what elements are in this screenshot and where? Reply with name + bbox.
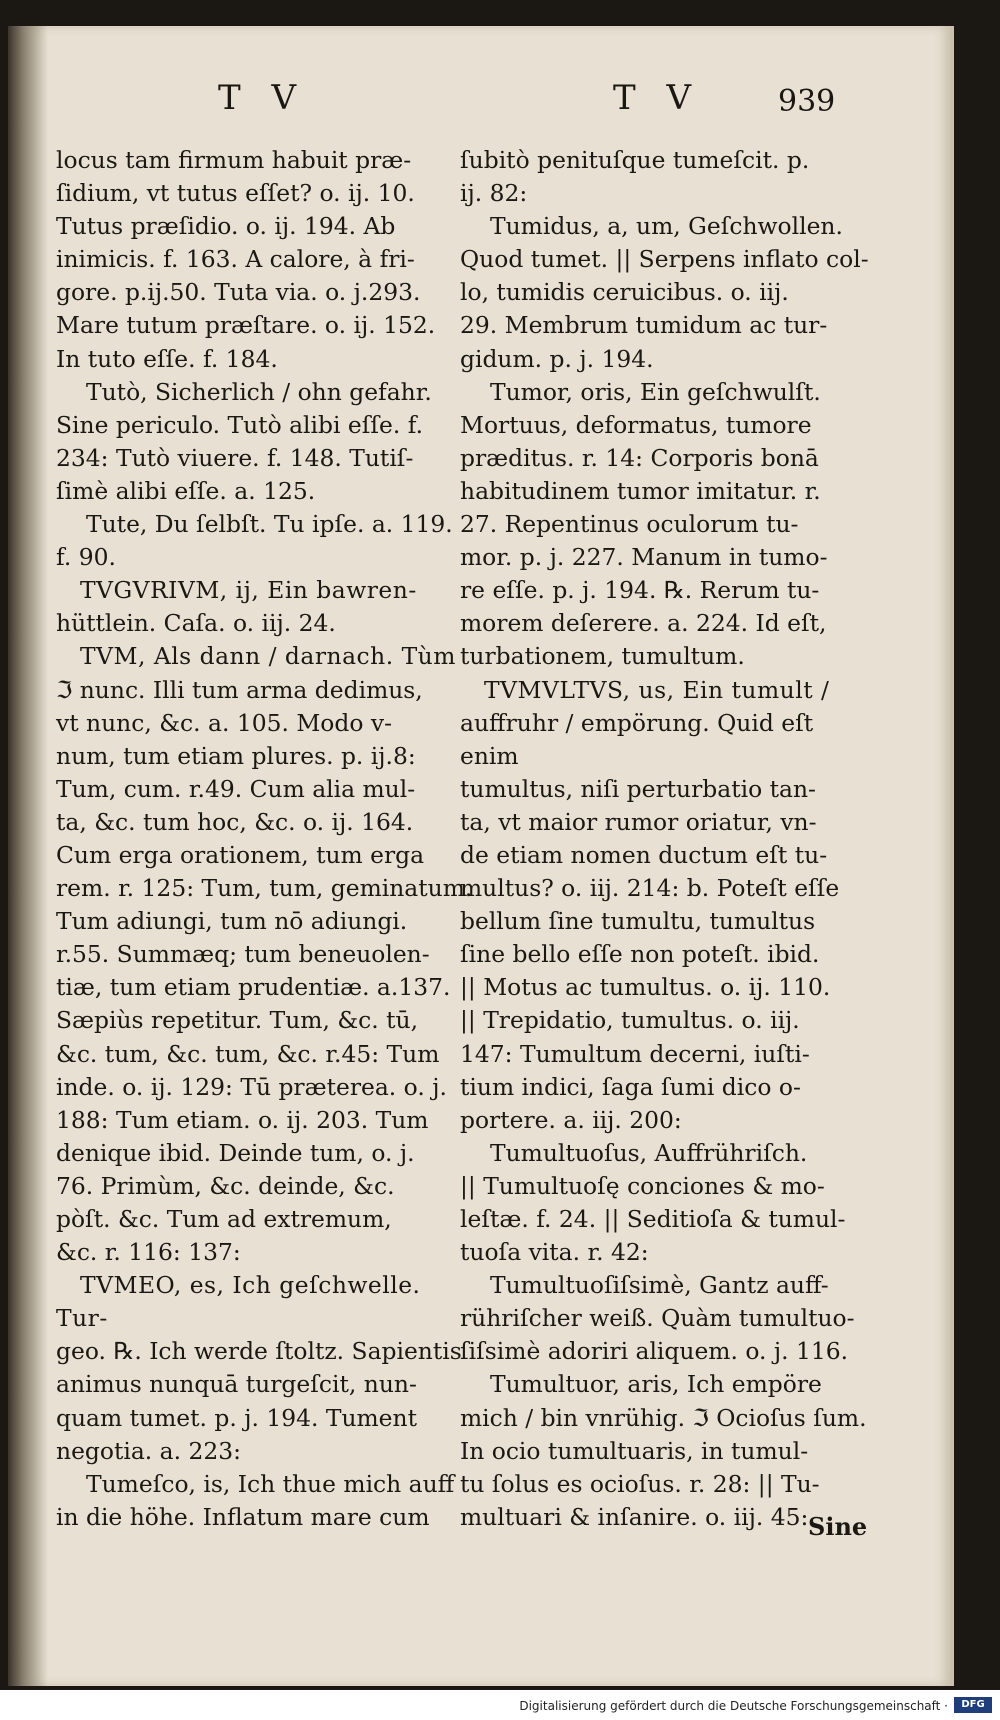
text-line: Quod tumet. || Serpens inflato col-	[460, 245, 869, 274]
funding-notice: Digitalisierung gefördert durch die Deutsche Forschungsgemeinschaft ·	[519, 1699, 948, 1713]
text-line: rühriſcher weiß. Quàm tumultuo-	[460, 1304, 855, 1333]
running-title-left: T V	[218, 78, 307, 118]
text-line: gidum. p. j. 194.	[460, 344, 654, 373]
text-line: morem deſerere. a. 224. Id eſt,	[460, 609, 827, 638]
text-line: ſine bello eſſe non poteſt. ibid.	[460, 940, 820, 969]
dfg-logo: DFG	[954, 1697, 992, 1713]
text-line: &c. r. 116: 137:	[56, 1238, 241, 1267]
entry-heading: TVGVRIVM, ij, Ein bawren-	[80, 576, 417, 605]
text-line: 188: Tum etiam. o. ij. 203. Tum	[56, 1105, 429, 1134]
text-line: tu ſolus es ocioſus. r. 28: || Tu-	[460, 1469, 820, 1498]
text-line: habitudinem tumor imitatur. r.	[460, 476, 821, 505]
text-line: inimicis. f. 163. A calore, à fri-	[56, 245, 415, 274]
running-title-right: T V	[613, 78, 702, 118]
text-line: f. 90.	[56, 543, 116, 572]
text-line: ℑ nunc. Illi tum arma dedimus,	[56, 675, 423, 704]
text-line: bellum ſine tumultu, tumultus	[460, 907, 816, 936]
text-line: In tuto eſſe. f. 184.	[56, 344, 278, 373]
text-line: Mare tutum præſtare. o. ij. 152.	[56, 311, 436, 340]
text-line: pòſt. &c. Tum ad extremum,	[56, 1205, 392, 1233]
page-number: 939	[778, 84, 836, 119]
text-line: auffruhr / empörung. Quid eſt enim	[460, 708, 814, 770]
text-line: locus tam firmum habuit præ-	[56, 146, 412, 174]
text-line: tiæ, tum etiam prudentiæ. a.137.	[56, 973, 451, 1002]
text-line: negotia. a. 223:	[56, 1436, 242, 1465]
entry-heading: TVMVLTVS, us, Ein tumult /	[484, 675, 830, 704]
text-line: portere. a. iij. 200:	[460, 1105, 682, 1134]
text-line: ſubitò penituſque tumeſcit. p.	[460, 146, 810, 174]
text-line: tumultus, niſi perturbatio tan-	[460, 774, 816, 803]
text-line: Sine periculo. Tutò alibi eſſe. f.	[56, 410, 424, 439]
text-line: multus? o. iij. 214: b. Poteſt eſſe	[460, 874, 840, 903]
text-line: in die höhe. Inflatum mare cum	[56, 1502, 430, 1531]
text-line: num, tum etiam plures. p. ij.8:	[56, 741, 416, 770]
text-line: In ocio tumultuaris, in tumul-	[460, 1436, 809, 1465]
page-header	[8, 78, 950, 138]
text-line: Tum, cum. r.49. Cum alia mul-	[56, 774, 416, 803]
text-line: 27. Repentinus oculorum tu-	[460, 510, 799, 539]
text-line: rem. r. 125: Tum, tum, geminatum.	[56, 874, 473, 903]
catchword: Sine	[808, 1512, 868, 1541]
entry-heading: Tumultuoſus, Auffrühriſch.	[490, 1138, 808, 1167]
text-line: mich / bin vnrühig. ℑ Ocioſus ſum.	[460, 1403, 867, 1432]
text-line: r.55. Summæq; tum beneuolen-	[56, 940, 430, 969]
text-line: Sæpiùs repetitur. Tum, &c. tū,	[56, 1006, 419, 1035]
entry-heading: Tumeſco, is, Ich thue mich auff	[86, 1469, 455, 1498]
text-line: 147: Tumultum decerni, iuſti-	[460, 1039, 810, 1068]
text-line: multuari & inſanire. o. iij. 45:	[460, 1502, 809, 1531]
text-line: ſidium, vt tutus eſſet? o. ij. 10.	[56, 179, 415, 208]
entry-heading: Tumultuoſiſsimè, Gantz auff-	[490, 1271, 829, 1300]
entry-heading: TVM, Als dann / darnach. Tùm	[80, 642, 456, 671]
entry-heading: Tumor, oris, Ein geſchwulſt.	[490, 377, 821, 406]
text-line: inde. o. ij. 129: Tū præterea. o. j.	[56, 1072, 447, 1101]
text-line: geo. ℞. Ich werde ſtoltz. Sapientis	[56, 1337, 462, 1366]
text-line: || Tumultuoſę conciones & mo-	[460, 1171, 825, 1200]
text-line: || Motus ac tumultus. o. ij. 110.	[460, 973, 831, 1002]
text-line: tuoſa vita. r. 42:	[460, 1238, 649, 1267]
text-line: præditus. r. 14: Corporis bonā	[460, 443, 819, 472]
footer-bar	[0, 1690, 1000, 1720]
text-line: ij. 82:	[460, 179, 528, 208]
right-column	[460, 144, 878, 1534]
text-line: gore. p.ij.50. Tuta via. o. j.293.	[56, 278, 421, 307]
text-line: denique ibid. Deinde tum, o. j.	[56, 1138, 415, 1167]
text-line: vt nunc, &c. a. 105. Modo v-	[56, 708, 392, 737]
text-line: Cum erga orationem, tum erga	[56, 840, 425, 869]
text-line: ſimè alibi eſſe. a. 125.	[56, 476, 316, 505]
text-line: tium indici, ſaga ſumi dico o-	[460, 1072, 801, 1101]
book-page	[8, 26, 954, 1686]
text-line: 234: Tutò viuere. f. 148. Tutiſ-	[56, 443, 414, 472]
entry-heading: Tumidus, a, um, Geſchwollen.	[490, 212, 843, 241]
text-line: leſtæ. f. 24. || Seditioſa & tumul-	[460, 1205, 846, 1233]
text-line: lo, tumidis ceruicibus. o. iij.	[460, 278, 789, 307]
text-line: mor. p. j. 227. Manum in tumo-	[460, 543, 828, 572]
text-line: 76. Primùm, &c. deinde, &c.	[56, 1171, 395, 1200]
text-line: Mortuus, deformatus, tumore	[460, 410, 812, 439]
text-line: animus nunquā turgeſcit, nun-	[56, 1370, 417, 1399]
text-line: ſiſsimè adoriri aliquem. o. j. 116.	[460, 1337, 849, 1366]
entry-heading: TVMEO, es, Ich geſchwelle. Tur-	[56, 1271, 421, 1333]
text-line: || Trepidatio, tumultus. o. iij.	[460, 1006, 800, 1035]
text-line: re eſſe. p. j. 194. ℞. Rerum tu-	[460, 576, 820, 605]
text-line: turbationem, tumultum.	[460, 642, 745, 671]
text-line: ta, vt maior rumor oriatur, vn-	[460, 807, 817, 836]
text-line: ta, &c. tum hoc, &c. o. ij. 164.	[56, 807, 414, 836]
text-line: hüttlein. Caſa. o. iij. 24.	[56, 609, 336, 638]
entry-heading: Tute, Du ſelbſt. Tu ipſe. a. 119.	[86, 510, 453, 539]
text-line: Tum adiungi, tum nō adiungi.	[56, 907, 408, 936]
entry-heading: Tumultuor, aris, Ich empöre	[490, 1370, 822, 1399]
text-line: de etiam nomen ductum eſt tu-	[460, 840, 828, 869]
text-line: &c. tum, &c. tum, &c. r.45: Tum	[56, 1039, 440, 1068]
text-line: Tutus præſidio. o. ij. 194. Ab	[56, 212, 396, 241]
text-line: quam tumet. p. j. 194. Tument	[56, 1403, 417, 1432]
left-column	[56, 144, 474, 1534]
entry-heading: Tutò, Sicherlich / ohn gefahr.	[86, 377, 432, 406]
text-line: 29. Membrum tumidum ac tur-	[460, 311, 828, 340]
